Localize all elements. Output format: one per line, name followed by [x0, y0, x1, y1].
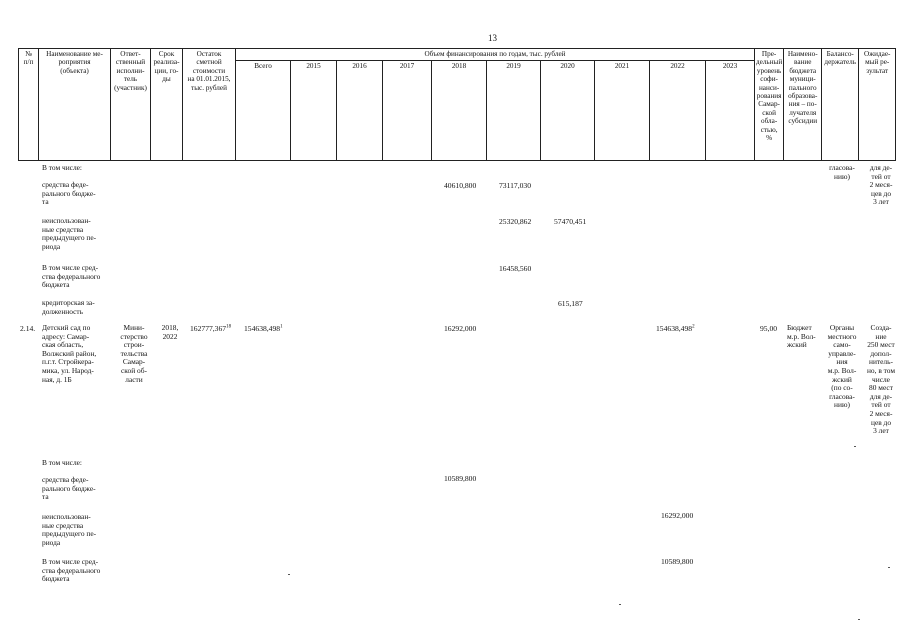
col-num-header: № п/п: [19, 49, 39, 161]
col-financing-header: Объем финансирования по годам, тыс. рублей: [236, 49, 755, 61]
col-budget-header: Наимено- вание бюджета муници- пального образова- ния – по- лучателя субсидии: [784, 49, 822, 161]
cell-value: 73117,030: [499, 181, 531, 190]
item-level: 95,00: [760, 324, 778, 333]
col-level-header: Пре- дельный уровень софи- нанси- рования Самар- ской обла- стью, %: [755, 49, 784, 161]
col-year-header: 2017: [383, 61, 432, 161]
cell-value: 25320,862: [499, 217, 532, 226]
scan-speck: [619, 604, 621, 605]
item-total: [244, 324, 283, 333]
cell-value: 16458,560: [499, 264, 532, 273]
scan-speck: [854, 446, 856, 447]
scan-speck: [288, 574, 290, 575]
col-year-header: 2018: [432, 61, 487, 161]
col-year-header: 2021: [595, 61, 650, 161]
row-label-unused: неиспользован- ные средства предыдущего пе- риода: [42, 216, 97, 251]
result-tail: для де- тей от 2 меся- цев до 3 лет: [869, 163, 893, 207]
cell-value: 57470,451: [554, 217, 587, 226]
cell-value: 615,187: [558, 299, 583, 308]
scan-speck: [858, 619, 860, 620]
col-executor-header: Ответ- ственный исполни- тель (участник): [111, 49, 151, 161]
cell-value: 10589,800: [444, 474, 477, 483]
item-remainder: [190, 324, 231, 333]
item-total-value: 154638,498: [244, 324, 281, 333]
item-number: 2.14.: [20, 324, 36, 333]
row-label-incl-fed: В том числе сред- ства федерального бюджета: [42, 263, 101, 290]
col-year-header: 2023: [706, 61, 755, 161]
row-label-fed: средства феде- рального бюдже- та: [42, 475, 96, 502]
col-holder-header: Балансо- держатель: [822, 49, 859, 161]
table-header: [18, 48, 896, 161]
row-label-fed: средства феде- рального бюдже- та: [42, 180, 96, 207]
footnote-mark: 1: [280, 324, 283, 330]
col-year-header: 2019: [487, 61, 541, 161]
col-remainder-header: Остаток сметной стоимости на 01.01.2015, тыс. рублей: [183, 49, 236, 161]
col-term-header: Срок реализа- ции, го- ды: [151, 49, 183, 161]
item-term: 2018, 2022: [161, 323, 179, 341]
col-name-header: Наименование ме- роприятия (объекта): [39, 49, 111, 161]
row-label-incl-fed: В том числе сред- ства федерального бюджета: [42, 557, 101, 584]
item-remainder-value: 162777,367: [190, 324, 227, 333]
page-number: 13: [488, 33, 497, 43]
footnote-mark: 2: [692, 324, 695, 330]
item-2022: [656, 324, 695, 333]
item-result: Созда- ние 250 мест допол- нитель- но, в том числе 80 мест для де- тей от 2 меся- цев до 3 лет: [866, 323, 896, 436]
item-holder: Органы местного само- управле- ния м.р. Вол- жский (по со- гласова- нию): [827, 323, 857, 410]
row-label-incl: В том числе:: [42, 458, 82, 467]
row-label-debt: кредиторская за- долженность: [42, 298, 95, 316]
item-name: Детский сад по адресу: Самар- ская область, Волжский район, п.г.т. Стройкера- мика, ул. Народ- ная, д. 1Б: [42, 323, 97, 384]
row-label-incl: В том числе:: [42, 163, 82, 172]
item-2022-value: 154638,498: [656, 324, 693, 333]
col-year-header: 2022: [650, 61, 706, 161]
col-year-header: 2016: [337, 61, 383, 161]
footnote-mark: 18: [226, 324, 232, 330]
item-budget: Бюджет м.р. Вол- жский: [787, 323, 816, 350]
col-year-header: 2020: [541, 61, 595, 161]
cell-value: 10589,800: [661, 557, 694, 566]
col-year-header: 2015: [291, 61, 337, 161]
col-result-header: Ожидае- мый ре- зультат: [859, 49, 896, 161]
col-total-header: Всего: [236, 61, 291, 161]
scan-speck: [888, 567, 890, 568]
cell-value: 16292,000: [661, 511, 694, 520]
row-label-unused: неиспользован- ные средства предыдущего пе- риода: [42, 512, 97, 547]
cell-value: 40610,800: [444, 181, 477, 190]
item-2018: 16292,000: [444, 324, 477, 333]
holder-tail: гласова- нию): [829, 163, 855, 181]
item-executor: Мини- стерство строи- тельства Самар- ской об- ласти: [120, 323, 148, 384]
